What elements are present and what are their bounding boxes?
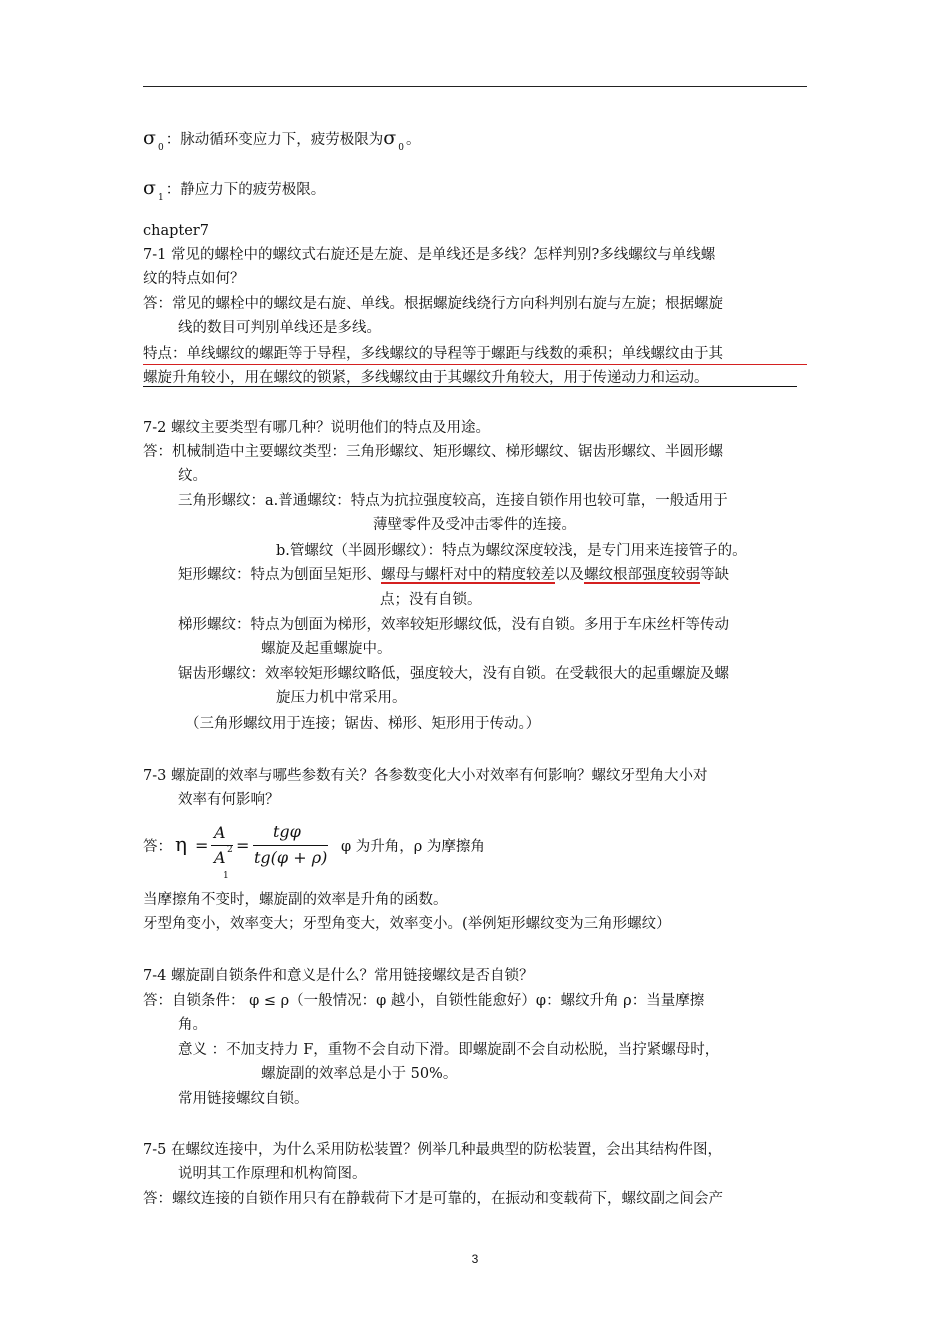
answer-prefix: 答： [143, 839, 172, 855]
denominator-a1: A [214, 848, 226, 867]
q72-summary: （三角形螺纹用于连接；锯齿、梯形、矩形用于传动。） [185, 716, 541, 732]
denominator-tg: tg(φ + ρ) [254, 848, 328, 867]
page-number: 3 [471, 1252, 479, 1266]
period: 。 [405, 132, 421, 148]
rect-text-a: 矩形螺纹：特点为刨面呈矩形、 [178, 567, 381, 583]
sawtooth-thread-line1: 锯齿形螺纹：效率较矩形螺纹略低，强度较大，没有自锁。在受载很大的起重螺旋及螺 [178, 666, 729, 682]
q74-self-lock: 常用链接螺纹自锁。 [178, 1091, 309, 1107]
q73-question-line2: 效率有何影响？ [178, 792, 280, 808]
red-underline [143, 364, 807, 365]
trapezoid-thread-line2: 螺旋及起重螺旋中。 [261, 641, 392, 657]
q73-question-line1: 7-3 螺旋副的效率与哪些参数有关？各参数变化大小对效率有何影响？螺纹牙型角大小对 [143, 768, 708, 784]
rect-text-underlined: 螺纹根部强度较弱 [584, 567, 700, 583]
q74-meaning-line2: 螺旋副的效率总是小于 50%。 [261, 1066, 458, 1082]
q74-answer-line1: 答：自锁条件： φ ≤ ρ（一般情况：φ 越小，自锁性能愈好）φ：螺纹升角 ρ：当量摩擦 [143, 993, 705, 1009]
q75-question-line2: 说明其工作原理和机构简图。 [178, 1166, 367, 1182]
q74-meaning-line1: 意义 ：不加支持力 F，重物不会自动下滑。即螺旋副不会自动松脱，当拧紧螺母时， [178, 1042, 720, 1058]
rect-text-c: 以及 [555, 567, 584, 583]
subscript: 2 [227, 845, 233, 855]
triangle-thread-line2: 薄壁零件及受冲击零件的连接。 [373, 517, 576, 533]
triangle-thread-line1: 三角形螺纹：a.普通螺纹：特点为抗拉强度较高，连接自锁作用也较可靠，一般适用于 [178, 493, 728, 509]
q72-answer-line1: 答：机械制造中主要螺纹类型：三角形螺纹、矩形螺纹、梯形螺纹、锯齿形螺纹、半圆形螺 [143, 444, 723, 460]
sigma0-text: ：脉动循环变应力下，疲劳极限为 [165, 132, 384, 148]
numerator-a2: A [214, 823, 226, 842]
chapter-heading: chapter7 [143, 223, 209, 239]
equals-sign: = [195, 836, 209, 855]
fraction-bar [253, 845, 328, 846]
header-rule [143, 86, 807, 87]
sigma1-line [143, 178, 325, 202]
q72-answer-line2: 纹。 [178, 468, 207, 484]
sigma1-text: ：静应力下的疲劳极限。 [165, 182, 326, 198]
black-underline [143, 386, 797, 387]
trapezoid-thread-line1: 梯形螺纹：特点为刨面为梯形，效率较矩形螺纹低，没有自锁。多用于车床丝杆等传动 [178, 617, 729, 633]
q75-question-line1: 7-5 在螺纹连接中，为什么采用防松装置？例举几种最典型的防松装置，会出其结构件图， [143, 1142, 722, 1158]
q71-feature-line2: 螺旋升角较小，用在螺纹的锁紧，多线螺纹由于其螺纹升角较大，用于传递动力和运动。 [143, 370, 709, 386]
efficiency-formula [143, 818, 543, 881]
sigma-symbol: σ [143, 177, 156, 199]
q71-answer-line2: 线的数目可判别单线还是多线。 [178, 320, 381, 336]
formula-note: φ 为升角，ρ 为摩擦角 [341, 839, 485, 855]
sawtooth-thread-line2: 旋压力机中常采用。 [276, 690, 407, 706]
fraction-bar [211, 845, 233, 846]
rect-text-underlined: 螺母与螺杆对中的精度较差 [381, 567, 555, 583]
equals-sign: = [236, 836, 250, 855]
sigma0-line [143, 128, 420, 152]
q72-question: 7-2 螺纹主要类型有哪几种？说明他们的特点及用途。 [143, 420, 490, 436]
q74-question: 7-4 螺旋副自锁条件和意义是什么？常用链接螺纹是否自锁？ [143, 968, 534, 984]
q73-answer-line-a: 当摩擦角不变时，螺旋副的效率是升角的函数。 [143, 892, 448, 908]
q71-feature-line1: 特点：单线螺纹的螺距等于导程，多线螺纹的导程等于螺距与线数的乘积；单线螺纹由于其 [143, 346, 723, 362]
numerator-tg: tgφ [273, 822, 301, 841]
q75-answer-line1: 答：螺纹连接的自锁作用只有在静载荷下才是可靠的，在振动和变载荷下，螺纹副之间会产 [143, 1191, 723, 1207]
sigma-symbol: σ [143, 127, 156, 149]
triangle-thread-line3: b.管螺纹（半圆形螺纹）：特点为螺纹深度较浅，是专门用来连接管子的。 [276, 543, 747, 559]
q71-question-line1: 7-1 常见的螺栓中的螺纹式右旋还是左旋、是单线还是多线？怎样判别?多线螺纹与单线螺 [143, 247, 716, 263]
q73-answer-line-b: 牙型角变小，效率变大；牙型角变大，效率变小。(举例矩形螺纹变为三角形螺纹） [143, 916, 671, 932]
rect-thread-line1 [178, 565, 729, 585]
subscript: 1 [223, 871, 229, 881]
eta-symbol: η [175, 832, 187, 856]
subscript: 1 [157, 193, 164, 203]
q71-question-line2: 纹的特点如何？ [143, 271, 245, 287]
subscript: 0 [398, 143, 404, 153]
sigma-symbol: σ [383, 127, 397, 149]
subscript: 0 [157, 143, 164, 153]
rect-thread-line2: 点；没有自锁。 [380, 592, 482, 608]
q71-answer-line1: 答：常见的螺栓中的螺纹是右旋、单线。根据螺旋线绕行方向科判别右旋与左旋；根据螺旋 [143, 296, 723, 312]
q74-answer-line2: 角。 [178, 1017, 207, 1033]
rect-text-e: 等缺 [700, 567, 729, 583]
